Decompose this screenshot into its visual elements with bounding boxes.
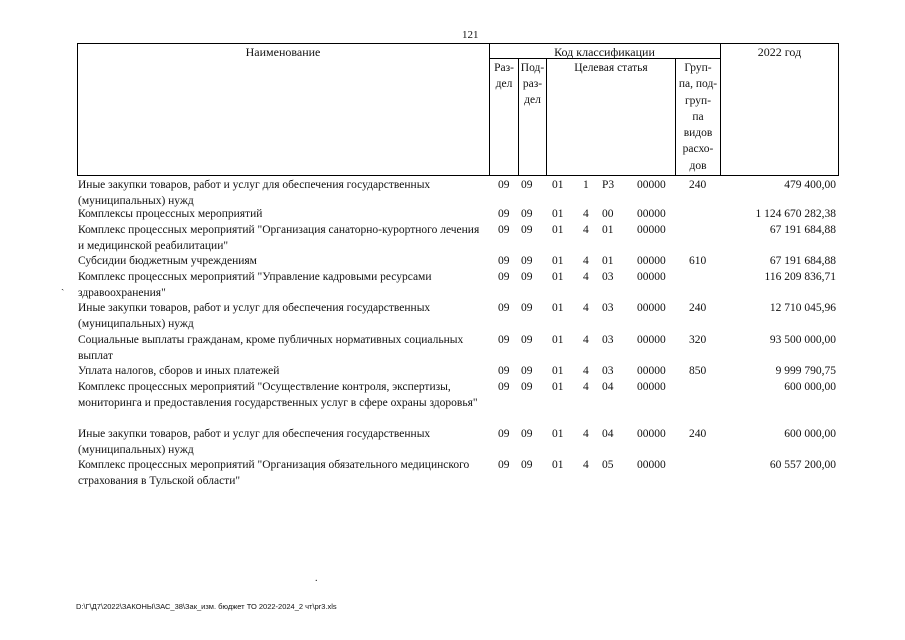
row-name: Иные закупки товаров, работ и услуг для обеспечения государственных (муниципальных) нужд <box>78 428 431 456</box>
row-amount: 12 710 045,96 <box>769 302 836 314</box>
row-amount: 1 124 670 282,38 <box>755 208 836 220</box>
margin-mark: ˏ <box>61 280 65 291</box>
row-name: Комплексы процессных мероприятий <box>78 208 263 220</box>
row-amount: 116 209 836,71 <box>764 271 836 283</box>
row-amount: 67 191 684,88 <box>769 224 836 236</box>
scan-speck: . <box>315 573 318 584</box>
row-amount: 600 000,00 <box>784 428 836 440</box>
row-name: Субсидии бюджетным учреждениям <box>78 255 257 267</box>
row-amount: 600 000,00 <box>784 381 836 393</box>
row-name: Социальные выплаты гражданам, кроме публичных нормативных социальных выплат <box>78 334 464 362</box>
row-amount: 60 557 200,00 <box>769 459 836 471</box>
file-path-footer: D:\Г\Д7\2022\ЗАКОНЫ\ЗАС_38\Зак_изм. бюджет ТО 2022-2024_2 чт\pr3.xls <box>76 602 337 611</box>
header-year: 2022 год <box>757 45 802 59</box>
header-group: Груп- па, под- груп- па видов расхо- дов <box>678 62 718 172</box>
row-name: Комплекс процессных мероприятий "Управление кадровыми ресурсами здравоохранения" <box>78 271 432 299</box>
row-name: Уплата налогов, сборов и иных платежей <box>78 365 280 377</box>
row-amount: 479 400,00 <box>784 179 836 191</box>
header-code: Код классификации <box>554 45 655 59</box>
row-name: Комплекс процессных мероприятий "Организация обязательного медицинского страхования в Тульской области" <box>78 459 470 487</box>
row-name: Иные закупки товаров, работ и услуг для обеспечения государственных (муниципальных) нужд <box>78 302 431 330</box>
header-razdel: Раз- дел <box>494 62 514 90</box>
row-amount: 93 500 000,00 <box>769 334 836 346</box>
header-target: Целевая статья <box>574 62 648 74</box>
row-amount: 67 191 684,88 <box>769 255 836 267</box>
row-name: Комплекс процессных мероприятий "Осуществление контроля, экспертизы, мониторинга и предоставления государственных услуг в сфере охраны здоровья" <box>78 381 478 409</box>
row-amount: 9 999 790,75 <box>775 365 836 377</box>
header-name: Наименование <box>245 45 321 59</box>
header-podrazdel: Под- раз- дел <box>520 62 545 106</box>
row-name: Комплекс процессных мероприятий "Организация санаторно-курортного лечения и медицинской реабилитации" <box>78 224 480 252</box>
page-number: 121 <box>462 29 479 41</box>
row-name: Иные закупки товаров, работ и услуг для обеспечения государственных (муниципальных) нужд <box>78 179 431 207</box>
